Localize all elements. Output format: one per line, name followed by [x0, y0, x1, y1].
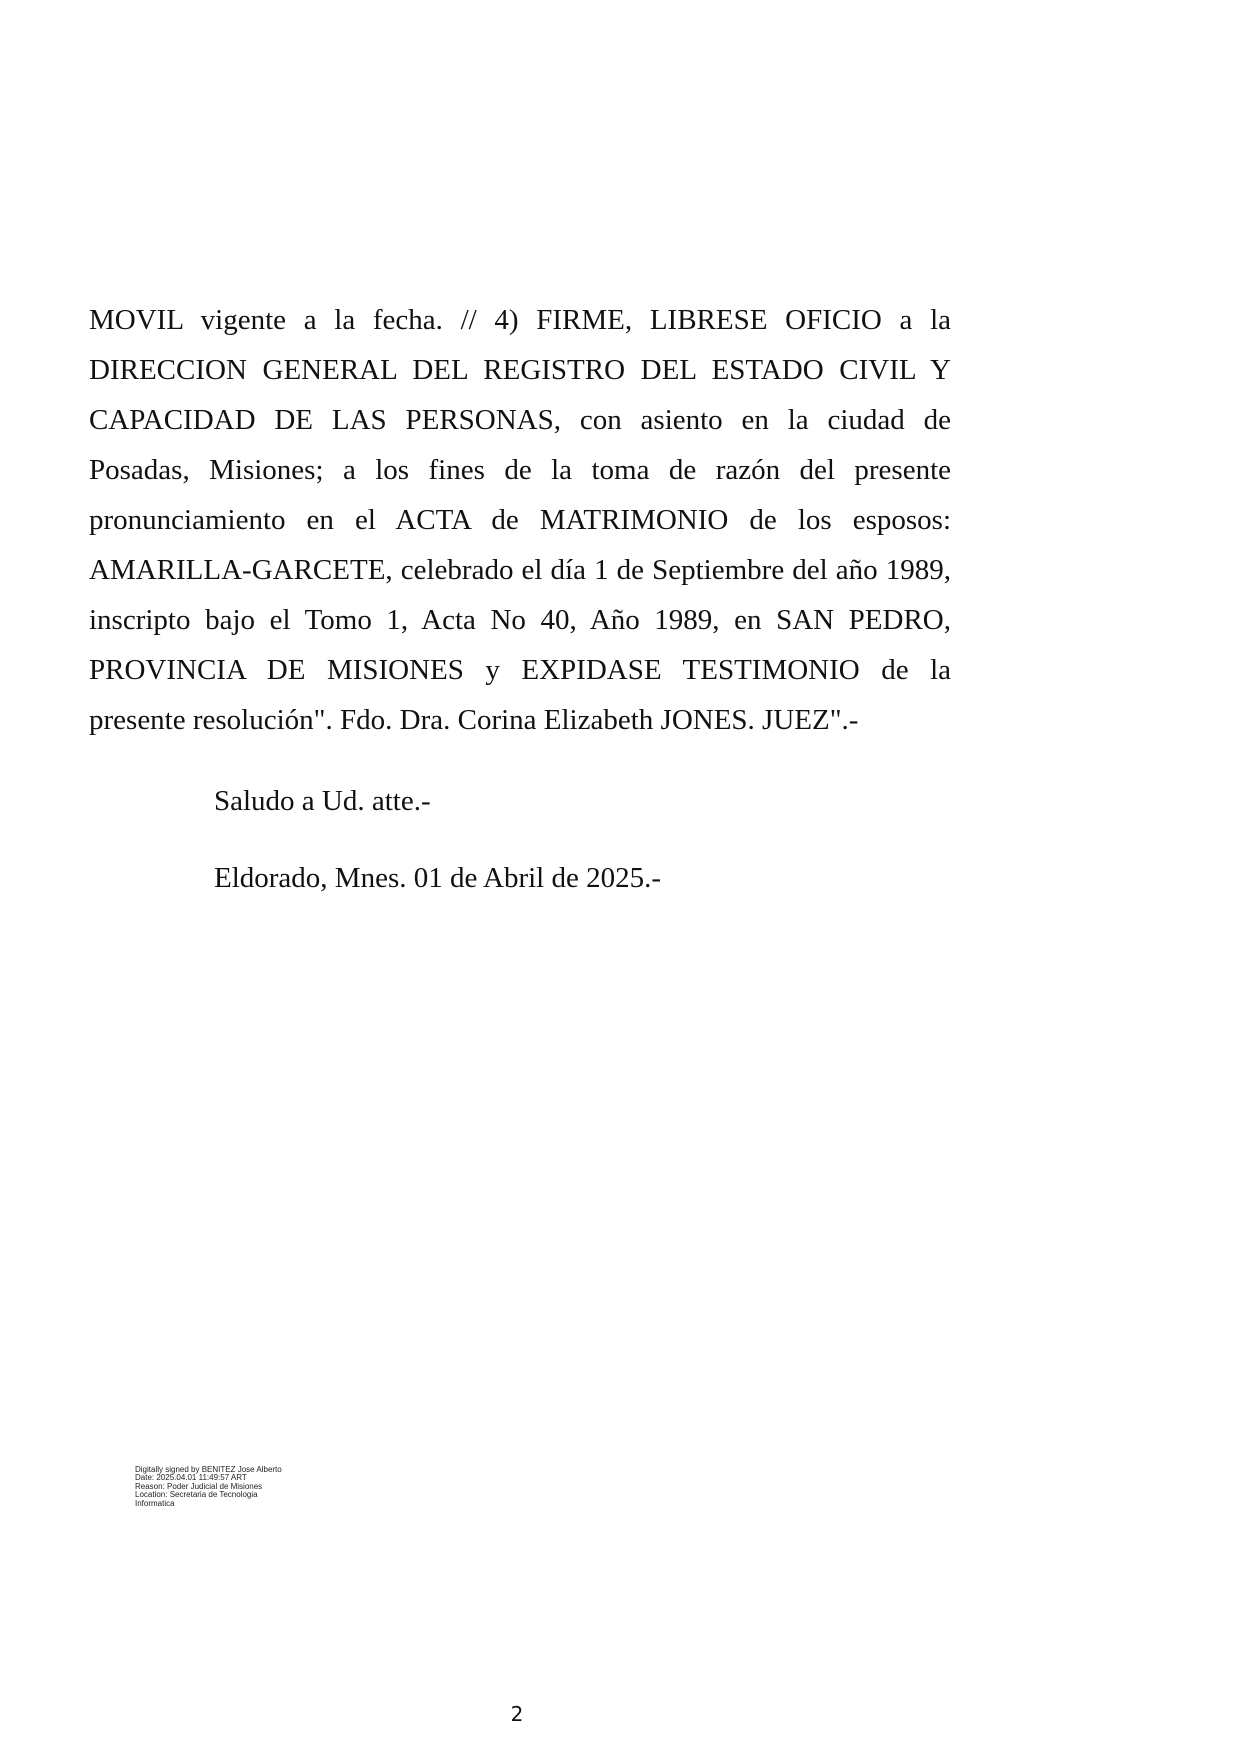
- signature-line: Digitally signed by BENITEZ Jose Alberto: [135, 1465, 282, 1474]
- paragraph-line: MOVIL vigente a la fecha. // 4) FIRME, LIBRESE OFICIO a la: [89, 304, 951, 336]
- page-number: 2: [510, 1702, 524, 1726]
- paragraph-line: inscripto bajo el Tomo 1, Acta No 40, Año 1989, en SAN PEDRO,: [89, 604, 951, 636]
- digital-signature-stamp: [135, 1466, 282, 1508]
- salutation: Saludo a Ud. atte.-: [214, 785, 431, 817]
- paragraph-line: DIRECCION GENERAL DEL REGISTRO DEL ESTADO CIVIL Y: [89, 354, 951, 386]
- paragraph-line: CAPACIDAD DE LAS PERSONAS, con asiento en la ciudad de: [89, 404, 951, 436]
- paragraph-line: pronunciamiento en el ACTA de MATRIMONIO de los esposos:: [89, 504, 951, 536]
- resolution-paragraph: [89, 295, 951, 745]
- paragraph-line: AMARILLA-GARCETE, celebrado el día 1 de Septiembre del año 1989,: [89, 554, 951, 586]
- paragraph-line: Posadas, Misiones; a los fines de la toma de razón del presente: [89, 454, 951, 486]
- place-and-date: Eldorado, Mnes. 01 de Abril de 2025.-: [214, 862, 662, 894]
- signature-line: Informatica: [135, 1498, 175, 1508]
- paragraph-line: PROVINCIA DE MISIONES y EXPIDASE TESTIMONIO de la: [89, 654, 951, 686]
- paragraph-line: presente resolución". Fdo. Dra. Corina Elizabeth JONES. JUEZ".-: [89, 704, 859, 736]
- signature-line: Reason: Poder Judicial de Misiones: [135, 1481, 263, 1491]
- signature-line: Date: 2025.04.01 11:49:57 ART: [135, 1473, 247, 1483]
- signature-line: Location: Secretaria de Tecnologia: [135, 1490, 258, 1500]
